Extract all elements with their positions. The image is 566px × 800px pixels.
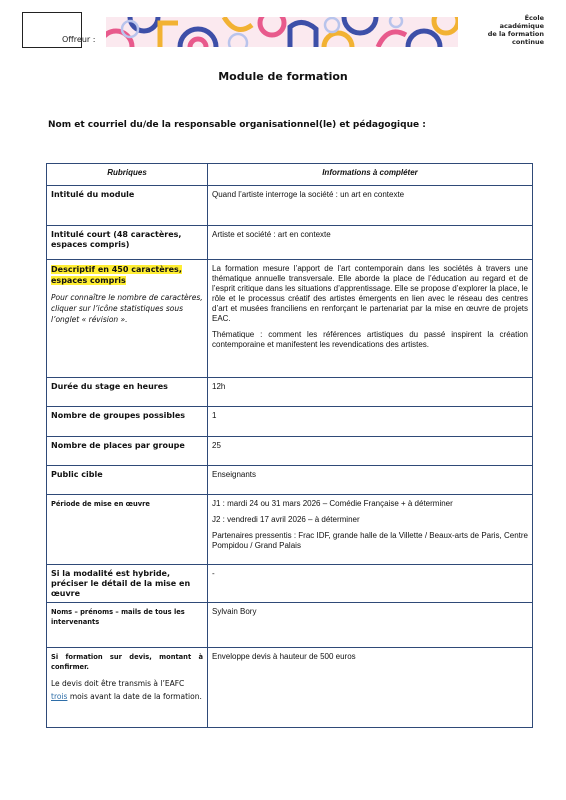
- row-label-descriptif: [47, 260, 208, 378]
- table-row: [47, 648, 533, 728]
- module-table: [46, 163, 533, 728]
- school-line: continue: [512, 38, 544, 46]
- row-label-public: Public cible: [47, 466, 208, 495]
- devis-note: [51, 677, 203, 703]
- thematique-paragraph: Thématique : comment les références artistiques du passé inspirent la création contemporaine et manifestent les revendications des artistes.: [212, 330, 528, 349]
- table-row: [47, 378, 533, 407]
- column-header-rubriques: Rubriques: [47, 164, 208, 186]
- periode-j2: J2 : vendredi 17 avril 2026 – à déterminer: [212, 515, 360, 524]
- row-label-places: Nombre de places par groupe: [47, 437, 208, 466]
- row-value-intervenants[interactable]: Sylvain Bory: [208, 603, 533, 648]
- devis-label: Si formation sur devis, montant à confirmer.: [51, 653, 203, 671]
- table-row: [47, 495, 533, 565]
- offreur-label: Offreur :: [62, 35, 96, 44]
- row-value-duree[interactable]: 12h: [208, 378, 533, 407]
- devis-note-link[interactable]: trois: [51, 692, 68, 701]
- row-label-intervenants: Noms – prénoms – mails de tous les intervenants: [47, 603, 208, 648]
- row-value-descriptif[interactable]: [208, 260, 533, 378]
- decorative-banner: [106, 17, 458, 47]
- table-row: [47, 186, 533, 226]
- periode-partenaires: Partenaires pressentis : Frac IDF, grande halle de la Villette / Beaux-arts de Paris, Centre Pompidou / Grand Palais: [212, 531, 529, 550]
- row-value-intitule-court[interactable]: Artiste et société : art en contexte: [208, 226, 533, 260]
- table-row: [47, 437, 533, 466]
- school-line: de la formation: [487, 30, 544, 38]
- row-label-devis: [47, 648, 208, 728]
- page-title: Module de formation: [218, 70, 348, 83]
- school-name: [488, 14, 544, 46]
- devis-note-after: mois avant la date de la formation.: [69, 692, 202, 701]
- column-header-informations: Informations à compléter: [208, 164, 533, 186]
- descriptif-paragraph: La formation mesure l’apport de l’art contemporain dans les sociétés à travers une thématique annuelle transversale. Elle aborde la place de l’éducation au regard et de l’esprit critique dans les situations d’apprentissage. Elle se propose d’explorer la place, le rôle et le processus créatif des artistes émergents en lien avec le réseau des centres d’art et musées franciliens en renforçant le partenariat par la mise en œuvre de projets EAC.: [212, 264, 528, 323]
- row-value-places[interactable]: 25: [208, 437, 533, 466]
- school-line: École: [524, 14, 544, 22]
- table-row: [47, 260, 533, 378]
- school-line: académique: [499, 22, 544, 30]
- row-label-duree: Durée du stage en heures: [47, 378, 208, 407]
- responsable-label: Nom et courriel du/de la responsable organisationnel(le) et pédagogique :: [48, 120, 426, 130]
- row-label-intitule: Intitulé du module: [47, 186, 208, 226]
- descriptif-label: Descriptif en 450 caractères, espaces compris: [51, 265, 182, 285]
- row-label-intitule-court: Intitulé court (48 caractères, espaces compris): [47, 226, 208, 260]
- row-label-groupes: Nombre de groupes possibles: [47, 407, 208, 437]
- periode-j1: J1 : mardi 24 ou 31 mars 2026 – Comédie Française + à déterminer: [212, 499, 453, 508]
- descriptif-hint: Pour connaître le nombre de caractères, cliquer sur l’icône statistiques sous l’onglet « révision ».: [51, 293, 203, 324]
- table-row: [47, 603, 533, 648]
- row-label-periode: Période de mise en œuvre: [47, 495, 208, 565]
- devis-note-before: Le devis doit être transmis à l’EAFC: [51, 679, 185, 688]
- row-value-intitule[interactable]: Quand l’artiste interroge la société : un art en contexte: [208, 186, 533, 226]
- table-row: [47, 565, 533, 603]
- table-header-row: [47, 164, 533, 186]
- row-value-groupes[interactable]: 1: [208, 407, 533, 437]
- row-value-devis[interactable]: Enveloppe devis à hauteur de 500 euros: [208, 648, 533, 728]
- table-row: [47, 226, 533, 260]
- table-row: [47, 466, 533, 495]
- row-value-public[interactable]: Enseignants: [208, 466, 533, 495]
- row-value-hybride[interactable]: -: [208, 565, 533, 603]
- row-label-hybride: Si la modalité est hybride, préciser le détail de la mise en œuvre: [47, 565, 208, 603]
- table-row: [47, 407, 533, 437]
- row-value-periode[interactable]: [208, 495, 533, 565]
